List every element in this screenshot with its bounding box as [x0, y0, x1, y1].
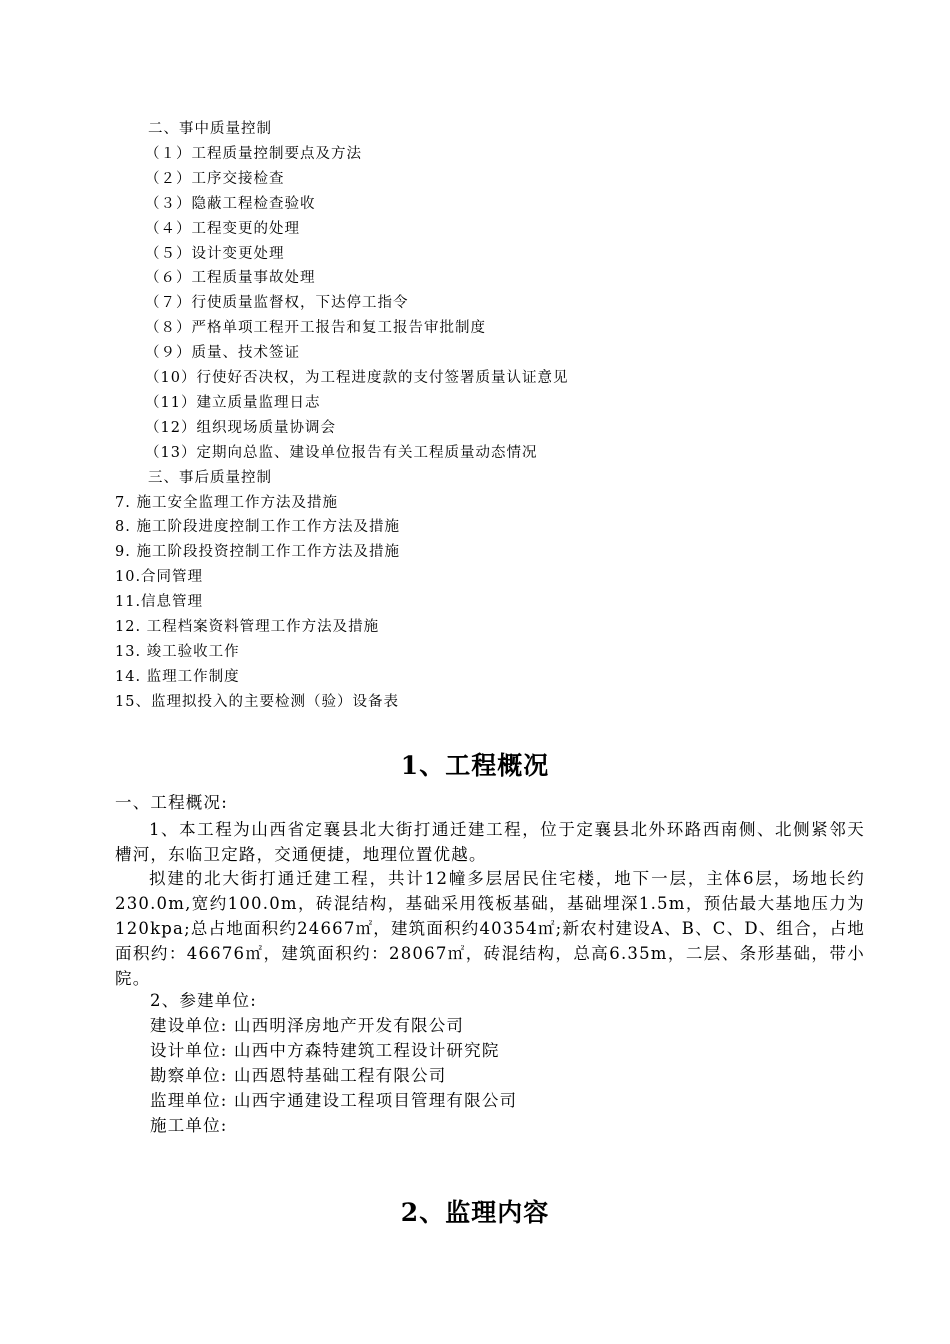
toc-item: （３）隐蔽工程检查验收 [145, 195, 316, 212]
toc-item: （11）建立质量监理日志 [145, 394, 321, 411]
toc-item: 7. 施工安全监理工作方法及措施 [115, 494, 338, 511]
section-2-heading: 2、监理内容 [400, 1198, 550, 1227]
unit-label: 设计单位: [150, 1041, 228, 1060]
toc-item: （８）严格单项工程开工报告和复工报告审批制度 [145, 320, 486, 337]
toc-item: （13）定期向总监、建设单位报告有关工程质量动态情况 [145, 444, 538, 461]
section-1-subtitle: 一、工程概况: [115, 793, 228, 812]
toc-item: 14. 监理工作制度 [115, 668, 240, 685]
unit-label: 施工单位: [150, 1116, 228, 1135]
toc-item: 9. 施工阶段投资控制工作工作方法及措施 [115, 544, 400, 561]
toc-item: （10）行使好否决权，为工程进度款的支付签署质量认证意见 [145, 370, 569, 386]
unit-row-construction [150, 1015, 464, 1037]
unit-value: 山西明泽房地产开发有限公司 [234, 1016, 465, 1035]
unit-value: 山西中方森特建筑工程设计研究院 [234, 1041, 500, 1060]
unit-row-survey [150, 1065, 446, 1087]
toc-item: （９）质量、技术签证 [145, 345, 300, 362]
toc-item: 8. 施工阶段进度控制工作工作方法及措施 [115, 519, 400, 536]
toc-item: （１）工程质量控制要点及方法 [145, 145, 362, 162]
section-1-heading: 1、工程概况 [400, 751, 550, 780]
toc-item: 13. 竣工验收工作 [115, 643, 240, 660]
toc-item: （６）工程质量事故处理 [145, 270, 316, 287]
toc-item: 10.合同管理 [115, 569, 204, 586]
toc-item: 12. 工程档案资料管理工作方法及措施 [115, 619, 380, 635]
toc-item: 二、事中质量控制 [148, 121, 272, 137]
toc-item: （４）工程变更的处理 [145, 220, 300, 237]
toc-item: 三、事后质量控制 [148, 469, 272, 486]
unit-label: 勘察单位: [150, 1066, 228, 1085]
unit-value: 山西恩特基础工程有限公司 [234, 1066, 447, 1085]
overview-paragraph-2: 拟建的北大街打通迁建工程，共计12幢多层居民住宅楼，地下一层，主体6层，场地长约230.0m,宽约100.0m，砖混结构，基础采用筏板基础，基础埋深1.5m，预估最大基地压力为120kpa;总占地面积约24667㎡，建筑面积约40354㎡;新农村建设A、B、C、D、组合，占地面积约：46676㎡，建筑面积约：28067㎡，砖混结构，总高6.35m，二层、条形基础，带小院。 [115, 869, 865, 988]
toc-item: 11.信息管理 [115, 594, 204, 611]
unit-value: 山西宇通建设工程项目管理有限公司 [234, 1091, 518, 1110]
toc-item: （２）工序交接检查 [145, 170, 285, 187]
toc-item: 15、监理拟投入的主要检测（验）设备表 [115, 693, 399, 710]
unit-row-design [150, 1040, 500, 1062]
participating-units-heading: 2、参建单位: [150, 991, 257, 1010]
toc-item: （12）组织现场质量协调会 [145, 419, 336, 436]
overview-paragraph-1: 1、本工程为山西省定襄县北大街打通迁建工程，位于定襄县北外环路西南侧、北侧紧邻天槽河，东临卫定路，交通便捷，地理位置优越。 [115, 820, 865, 864]
unit-row-supervision [150, 1090, 517, 1112]
unit-row-contractor [150, 1115, 228, 1137]
toc-item: （５）设计变更处理 [145, 245, 285, 262]
unit-label: 建设单位: [150, 1016, 228, 1035]
unit-label: 监理单位: [150, 1091, 228, 1110]
toc-item: （７）行使质量监督权，下达停工指令 [145, 295, 409, 312]
